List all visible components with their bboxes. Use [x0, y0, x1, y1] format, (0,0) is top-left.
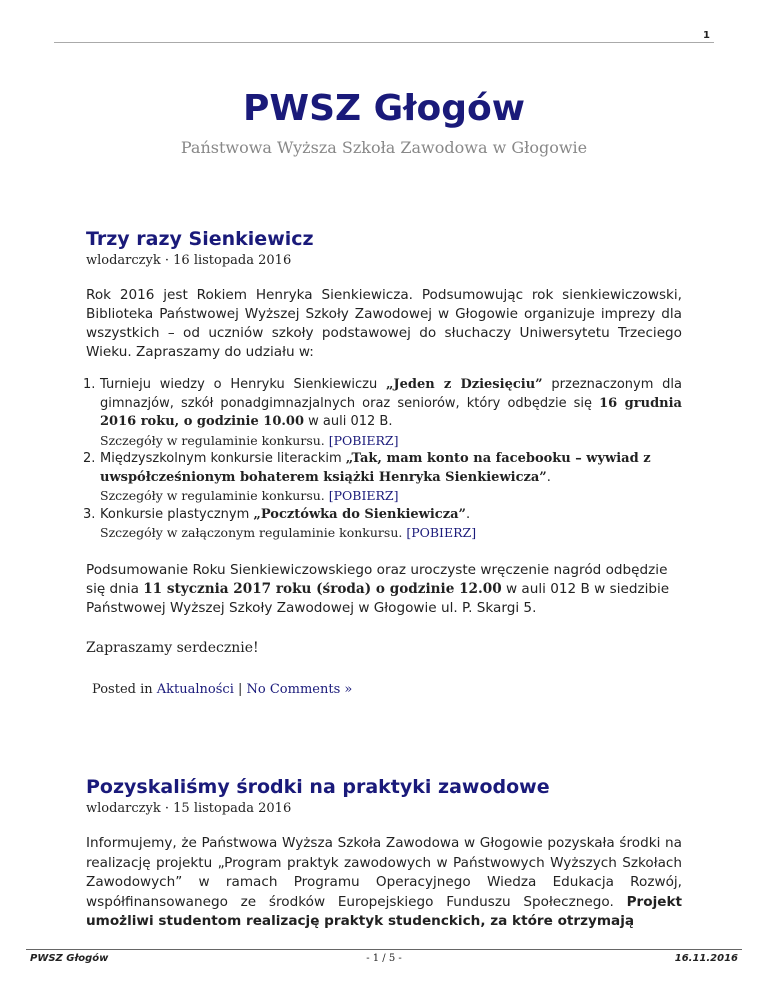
- site-title[interactable]: PWSZ Głogów: [242, 88, 526, 129]
- item-text: .: [465, 506, 471, 522]
- item-bold: „Tak, mam konto na facebooku – wywiad z uwspółcześnionym bohaterem książki Henryka Sienkiewicza”: [100, 451, 651, 485]
- footer-page: - 1 / 5 -: [366, 953, 402, 964]
- detail-text: Szczegóły w regulaminie konkursu.: [100, 488, 329, 503]
- download-link[interactable]: [POBIERZ]: [406, 525, 477, 540]
- item-bold: „Pocztówka do Sienkiewicza”: [253, 506, 466, 522]
- post-meta: wlodarczyk · 16 listopada 2016: [86, 253, 292, 268]
- item-detail: [100, 432, 682, 451]
- list-number: 3.: [83, 506, 96, 522]
- item-detail: [100, 487, 682, 506]
- list-item: [83, 376, 682, 450]
- item-detail: [100, 524, 682, 543]
- post-title[interactable]: Pozyskaliśmy środki na praktyki zawodowe: [86, 776, 550, 798]
- item-text: Międzyszkolnym konkursie literackim: [100, 451, 346, 466]
- site-subtitle: Państwowa Wyższa Szkoła Zawodowa w Głogowie: [180, 138, 588, 157]
- footer-date: 16.11.2016: [674, 953, 738, 964]
- post-summary: [86, 561, 682, 618]
- list-item: [83, 450, 682, 506]
- list-item: [83, 506, 682, 543]
- page-number: 1: [703, 30, 710, 41]
- detail-text: Szczegóły w regulaminie konkursu.: [100, 432, 329, 448]
- comments-link[interactable]: No Comments »: [246, 681, 353, 697]
- post-meta: wlodarczyk · 15 listopada 2016: [86, 801, 292, 816]
- footer-divider: [26, 949, 742, 950]
- separator: |: [233, 681, 247, 697]
- body-text: Informujemy, że Państwowa Wyższa Szkoła Zawodowa w Głogowie pozyskała środki na realizację projektu „Program praktyk zawodowych w Państwowych Wyższych Szkołach Zawodowych” w ramach Programu Operacyjnego Wiedza Edukacja Rozwój, współfinansowanego ze środków Europejskiego Funduszu Społecznego.: [86, 835, 682, 910]
- item-text: Konkursie plastycznym: [100, 506, 254, 522]
- item-text: przeznaczonym dla gimnazjów, szkół ponadgimnazjalnych oraz seniorów, który odbędzie się: [100, 377, 682, 411]
- posted-in-label: Posted in: [92, 681, 157, 697]
- list-number: 2.: [83, 451, 96, 466]
- post-body: [86, 834, 682, 932]
- item-bold: „Jeden z Dziesięciu”: [386, 377, 543, 392]
- post-intro: Rok 2016 jest Rokiem Henryka Sienkiewicza. Podsumowując rok sienkiewiczowski, Biblioteka Państwowej Wyższej Szkoły Zawodowej w Głogowie organizuje imprezy dla wszystkich – od uczniów szkoły podstawowej do słuchaczy Uniwersytetu Trzeciego Wieku. Zapraszamy do udziału w:: [86, 287, 682, 360]
- detail-text: Szczegóły w załączonym regulaminie konkursu.: [100, 525, 407, 540]
- post-title[interactable]: Trzy razy Sienkiewicz: [86, 228, 314, 250]
- footer-site: PWSZ Głogów: [30, 953, 109, 964]
- post-footer: [86, 680, 682, 700]
- summary-text: w auli 012 B w siedzibie Państwowej Wyższej Szkoły Zawodowej w Głogowie ul. P. Skargi 5.: [86, 580, 670, 616]
- header-divider: [54, 42, 714, 43]
- post-1: [83, 228, 682, 700]
- item-text: w auli 012 B.: [304, 414, 393, 429]
- item-date: 16 grudnia 2016 roku, o godzinie 10.00: [100, 395, 682, 429]
- category-link[interactable]: Aktualności: [156, 681, 234, 697]
- download-link[interactable]: [POBIERZ]: [328, 488, 399, 503]
- body-bold: Projekt umożliwi studentom realizację praktyk studenckich, za które otrzymają: [86, 893, 682, 929]
- page-footer: [30, 953, 738, 967]
- post-closing: Zapraszamy serdecznie!: [86, 639, 259, 656]
- item-text: Turnieju wiedzy o Henryku Sienkiewiczu: [100, 377, 386, 392]
- contest-list: [83, 376, 682, 543]
- summary-date: 11 stycznia 2017 roku (środa) o godzinie 12.00: [143, 580, 502, 597]
- item-text: .: [546, 469, 551, 485]
- list-number: 1.: [83, 377, 96, 392]
- download-link[interactable]: [POBIERZ]: [328, 432, 399, 448]
- summary-text: Podsumowanie Roku Sienkiewiczowskiego oraz uroczyste wręczenie nagród odbędzie się dnia: [86, 561, 668, 597]
- post-2: [86, 776, 682, 932]
